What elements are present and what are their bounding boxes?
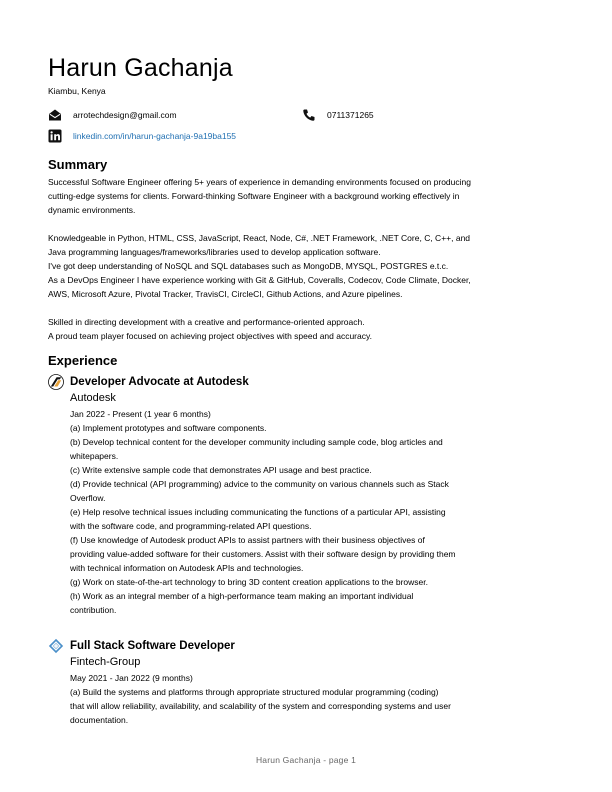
summary-line: cutting-edge systems for clients. Forward-thinking Software Engineer with a background working effectively in	[48, 191, 460, 201]
job-description	[70, 685, 558, 727]
job-description-line: (a) Implement prototypes and software components.	[70, 423, 267, 433]
summary-heading: Summary	[48, 157, 108, 172]
job-description-line: (d) Provide technical (API programming) advice to the community on various channels such as Stack	[70, 479, 449, 489]
summary-line: Java programming languages/frameworks/libraries used to develop application software.	[48, 247, 381, 257]
summary-line: I've got deep understanding of NoSQL and SQL databases such as MongoDB, MYSQL, POSTGRES e.t.c.	[48, 261, 449, 271]
summary-line: Successful Software Engineer offering 5+ years of experience in demanding environments focused on producing	[48, 177, 471, 187]
job-description-line: contribution.	[70, 605, 117, 615]
job-description-line: providing value-added software for their customers. Assist with their software design by providing them	[70, 549, 456, 559]
job-entry-autodesk	[48, 374, 558, 617]
job-description-line: with technical information on Autodesk APIs and technologies.	[70, 563, 304, 573]
autodesk-logo-icon	[48, 374, 64, 390]
email-contact	[48, 108, 177, 122]
linkedin-link[interactable]: linkedin.com/in/harun-gachanja-9a19ba155	[73, 131, 237, 141]
job-dates: May 2021 - Jan 2022 (9 months)	[70, 673, 193, 683]
phone-icon	[302, 108, 316, 122]
job-description-line: that will allow reliability, availability, and scalability of the system and corresponding systems and user	[70, 701, 451, 711]
job-description-line: (c) Write extensive sample code that demonstrates API usage and best practice.	[70, 465, 372, 475]
job-dates: Jan 2022 - Present (1 year 6 months)	[70, 409, 211, 419]
job-title: Developer Advocate at Autodesk	[70, 376, 249, 388]
email-text[interactable]: arrotechdesign@gmail.com	[73, 110, 177, 120]
page-footer: Harun Gachanja - page 1	[255, 755, 357, 765]
job-description-line: (e) Help resolve technical issues including communicating the functions of a particular API, assisting	[70, 507, 446, 517]
candidate-location: Kiambu, Kenya	[48, 86, 106, 96]
summary-paragraph-2	[48, 231, 553, 301]
summary-line: As a DevOps Engineer I have experience working with Git & GitHub, Coveralls, Codecov, Code Climate, Docker,	[48, 275, 471, 285]
linkedin-contact	[48, 129, 236, 143]
fintech-group-logo-icon	[48, 638, 64, 654]
summary-paragraph-3	[48, 315, 553, 343]
candidate-name: Harun Gachanja	[48, 54, 233, 82]
job-company: Autodesk	[70, 392, 116, 404]
phone-text[interactable]: 0711371265	[327, 110, 374, 120]
phone-contact	[302, 108, 374, 122]
summary-paragraph-1	[48, 175, 553, 217]
job-description-line: (f) Use knowledge of Autodesk product APIs to assist partners with their business objectives of	[70, 535, 425, 545]
summary-line: Knowledgeable in Python, HTML, CSS, JavaScript, React, Node, C#, .NET Framework, .NET Core, C, C++, and	[48, 233, 471, 243]
job-description-line: (b) Develop technical content for the developer community including sample code, blog articles and	[70, 437, 443, 447]
job-description-line: (g) Work on state-of-the-art technology to bring 3D content creation applications to the browser.	[70, 577, 428, 587]
summary-line: AWS, Microsoft Azure, Pivotal Tracker, TravisCI, CircleCI, Github Actions, and Azure pipelines.	[48, 289, 403, 299]
job-description-line: whitepapers.	[70, 451, 119, 461]
job-description-line: (a) Build the systems and platforms through appropriate structured modular programming (coding)	[70, 687, 439, 697]
job-description	[70, 421, 558, 617]
job-description-line: (h) Work as an integral member of a high-performance team making an important individual	[70, 591, 414, 601]
envelope-icon	[48, 108, 62, 122]
job-title: Full Stack Software Developer	[70, 640, 235, 652]
job-entry-fintech	[48, 638, 558, 727]
job-company: Fintech-Group	[70, 656, 141, 668]
experience-heading: Experience	[48, 353, 118, 368]
summary-line: A proud team player focused on achieving project objectives with speed and accuracy.	[48, 331, 372, 341]
linkedin-icon	[48, 129, 62, 143]
summary-line: dynamic environments.	[48, 205, 136, 215]
job-description-line: documentation.	[70, 715, 129, 725]
summary-line: Skilled in directing development with a creative and performance-oriented approach.	[48, 317, 365, 327]
job-description-line: with the software code, and programming-related API questions.	[70, 521, 312, 531]
job-description-line: Overflow.	[70, 493, 106, 503]
